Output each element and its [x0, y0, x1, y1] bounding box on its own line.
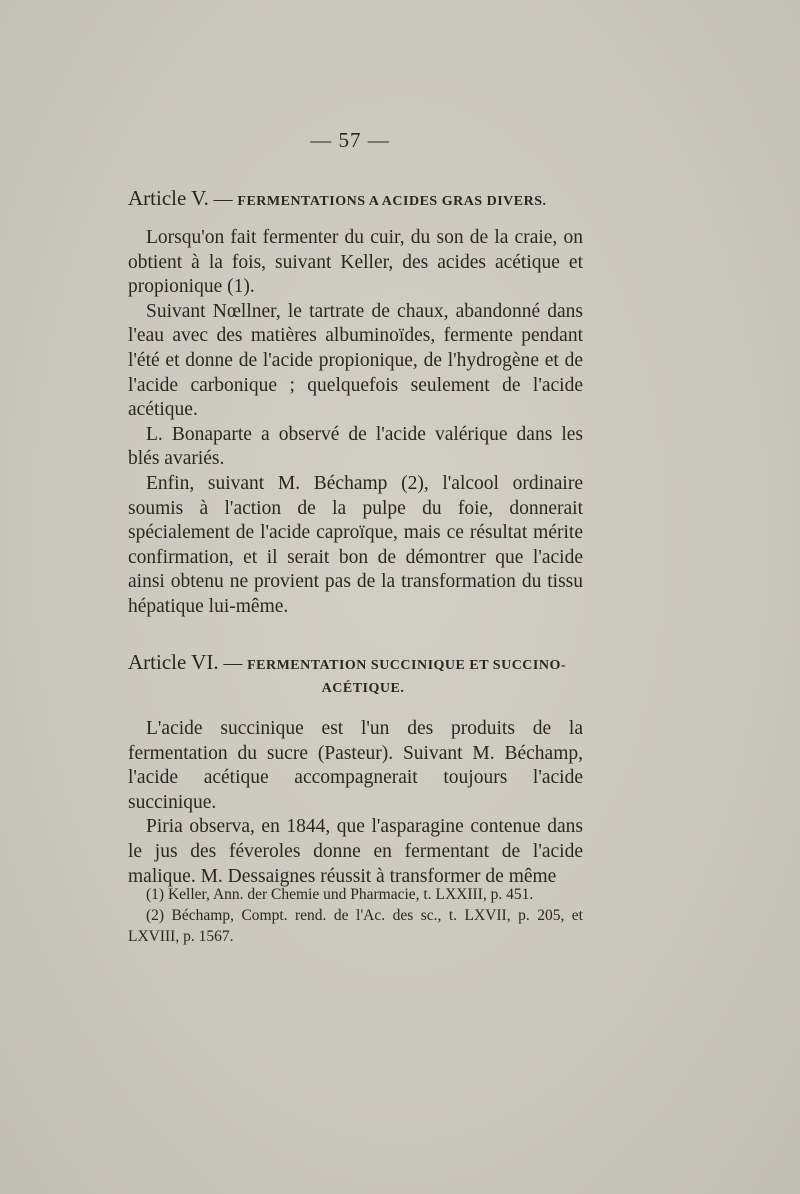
article-6-title: Article VI.: [128, 650, 219, 674]
footnote: (2) Béchamp, Compt. rend. de l'Ac. des sc., t. LXVII, p. 205, et LXVIII, p. 1567.: [128, 907, 583, 945]
paragraph: Suivant Nœllner, le tartrate de chaux, abandonné dans l'eau avec des matières albuminoïdes, fermente pendant l'été et donne de l'acide propionique, de l'hydrogène et de l'acide carbonique ; quelquefois seulement de l'acide acétique.: [128, 300, 583, 421]
article-6-heading: [128, 650, 598, 697]
paragraph: Lorsqu'on fait fermenter du cuir, du son de la craie, on obtient à la fois, suivant Keller, des acides acétique et propionique (1).: [128, 227, 583, 298]
page-number: — 57 —: [310, 128, 390, 152]
paragraph: L. Bonaparte a observé de l'acide valérique dans les blés avariés.: [128, 423, 583, 470]
paragraph: L'acide succinique est l'un des produits de la fermentation du sucre (Pasteur). Suivant M. Béchamp, l'acide acétique accompagnerait toujours l'acide succinique.: [128, 718, 583, 813]
footnotes: [128, 884, 583, 947]
article-6-dash: —: [218, 653, 248, 674]
section-1-body: [128, 226, 583, 620]
article-5-subtitle: FERMENTATIONS A ACIDES GRAS DIVERS.: [237, 194, 547, 209]
article-6-subtitle-line2: ACÉTIQUE.: [321, 681, 405, 696]
paragraph: Enfin, suivant M. Béchamp (2), l'alcool ordinaire soumis à l'action de la pulpe du foie, donnerait spécialement de l'acide caproïque, mais ce résultat mérite confirmation, et il serait bon de démontrer que l'acide ainsi obtenu ne provient pas de la transformation du tissu hépatique lui-même.: [128, 472, 583, 617]
article-5-heading: [128, 186, 598, 211]
article-5-title: Article V.: [128, 186, 209, 210]
section-2-body: [128, 717, 583, 889]
footnote: (1) Keller, Ann. der Chemie und Pharmacie, t. LXXIII, p. 451.: [146, 886, 534, 903]
article-6-subtitle-line1: FERMENTATION SUCCINIQUE ET SUCCINO-: [247, 658, 567, 673]
article-5-dash: —: [208, 189, 238, 210]
paragraph: Piria observa, en 1844, que l'asparagine contenue dans le jus des féveroles donne en fermentant de l'acide malique. M. Dessaignes réussit à transformer de même: [128, 816, 583, 887]
